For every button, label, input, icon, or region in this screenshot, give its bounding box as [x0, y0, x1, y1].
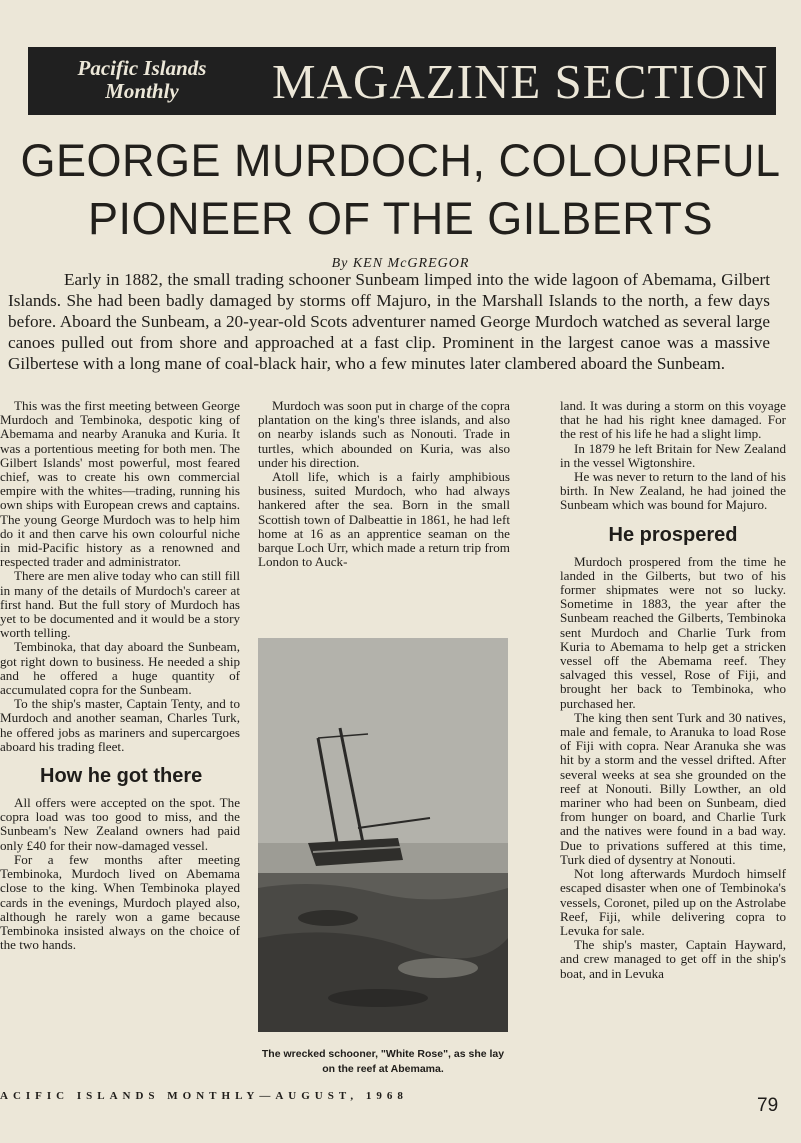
- logo-line-2: Monthly: [105, 79, 179, 103]
- paragraph: Murdoch prospered from the time he landed in the Gilberts, but two of his former shipmates were not so lucky. Sometime in 1883, the year after the Sunbeam reached the Gilberts, Tembinoka sent Murdoch and Charlie Turk from Kuria to Abemama to help get a stricken vessel off the Abemama reef. They salvaged this vessel, Rose of Fiji, and brought her back to Tembinoka, who purchased her.: [560, 553, 786, 711]
- intro-text: Early in 1882, the small trading schooner Sunbeam limped into the wide lagoon of Abemama, Gilbert Islands. She had been badly damaged by storms off Majuro, in the Marshall Islands to the north, a few days before. Aboard the Sunbeam, a 20-year-old Scots adventurer named George Murdoch watched as several large canoes pulled out from shore and approached at a fast clip. Prominent in the largest canoe was a massive Gilbertese with a long mane of coal-black hair, who a few minutes later clambered aboard the Sunbeam.: [8, 270, 770, 373]
- paragraph: Atoll life, which is a fairly amphibious business, suited Murdoch, who had always hankered after the sea. Born in the small Scottish town of Dalbeattie in 1861, he had left home at 16 as an apprentice seaman on the barque Loch Urr, which made a return trip from London to Auck-: [258, 469, 510, 570]
- intro-paragraph: [8, 269, 770, 374]
- headline-line-1: GEORGE MURDOCH, COLOURFUL: [20, 135, 781, 186]
- paragraph: For a few months after meeting Tembinoka, Murdoch lived on Abemama close to the king. When Tembinoka played cards in the evenings, Murdoch played also, although he rarely won a game because Tembinoka insisted always on the choice of the two hands.: [0, 851, 240, 953]
- magazine-logo: [42, 57, 242, 103]
- logo-line-1: Pacific Islands: [77, 56, 207, 80]
- paragraph: All offers were accepted on the spot. The copra load was too good to miss, and the Sunbeam's New Zealand owners had paid only £40 for their now-damaged vessel.: [0, 795, 240, 853]
- column-2: [258, 399, 510, 604]
- paragraph: He was never to return to the land of his birth. In New Zealand, he had joined the Sunbeam which was bound for Majuro.: [560, 469, 786, 513]
- column-1: [0, 399, 240, 1077]
- subheading-he-prospered: He prospered: [608, 523, 738, 546]
- masthead-banner: [28, 47, 776, 115]
- headline-line-2: PIONEER OF THE GILBERTS: [88, 193, 713, 244]
- page-number: 79: [757, 1095, 779, 1116]
- paragraph: Not long afterwards Murdoch himself escaped disaster when one of Tembinoka's vessels, Coronet, piled up on the Astrolabe Reef, Fiji, while delivering copra to Levuka for sale.: [560, 866, 786, 938]
- paragraph: land. It was during a storm on this voyage that he had his right knee damaged. For the rest of his life he had a slight limp.: [560, 399, 786, 442]
- paragraph: The king then sent Turk and 30 natives, male and female, to Aranuka to load Rose of Fiji with copra. Near Aranuka she was hit by a storm and the vessel drifted. After several weeks at sea she grounded on the reef at Nonouti. Billy Lowther, an old mariner who had been on Sunbeam, died from hunger on board, and Charlie Turk and the natives were found in a bad way. Due to privations suffered at this time, Turk died of dysentry at Nonouti.: [560, 709, 786, 867]
- section-title: MAGAZINE SECTION: [272, 54, 769, 109]
- paragraph: There are men alive today who can still fill in many of the details of Murdoch's career at first hand. But the full story of Murdoch has yet to be documented and it would be a story worth telling.: [0, 568, 240, 641]
- running-footer: ACIFIC ISLANDS MONTHLY—AUGUST, 1968: [0, 1090, 408, 1102]
- paragraph: This was the first meeting between George Murdoch and Tembinoka, despotic king of Abemama and nearby Aranuka and Kuria. It was a portentious meeting for both men. The Gilbert Islands' most powerful, most feared chief, was to create his own commercial empire with the whites—trading, running his own ships with European crews and captains. The young George Murdoch was to help him do it and then carve his own colourful niche in mid-Pacific history as a renowned and respected trader and administrator.: [0, 399, 240, 570]
- paragraph: To the ship's master, Captain Tenty, and to Murdoch and another seaman, Charles Turk, he offered jobs as mariners and supercargoes aboard his trading fleet.: [0, 696, 240, 754]
- photo-caption: The wrecked schooner, "White Rose", as she lay on the reef at Abemama.: [261, 1048, 505, 1075]
- paragraph: The ship's master, Captain Hayward, and crew managed to get off in the ship's boat, and in Levuka: [560, 937, 786, 981]
- paragraph: Tembinoka, that day aboard the Sunbeam, got right down to business. He needed a ship and he offered a huge quantity of accumulated copra for the Sunbeam.: [0, 639, 240, 698]
- paragraph: Murdoch was soon put in charge of the copra plantation on the king's three islands, and also on nearby islands such as Nonouti. Trade in turtles, which abounded on Kuria, was also under his direction.: [258, 399, 510, 470]
- paragraph: In 1879 he left Britain for New Zealand in the vessel Wigtonshire.: [560, 440, 786, 470]
- byline: By KEN McGREGOR: [331, 256, 470, 271]
- shipwreck-photo: [258, 638, 508, 1032]
- article-headline: [0, 132, 801, 248]
- column-3: [560, 399, 786, 1089]
- subheading-how-he-got-there: How he got there: [40, 765, 203, 788]
